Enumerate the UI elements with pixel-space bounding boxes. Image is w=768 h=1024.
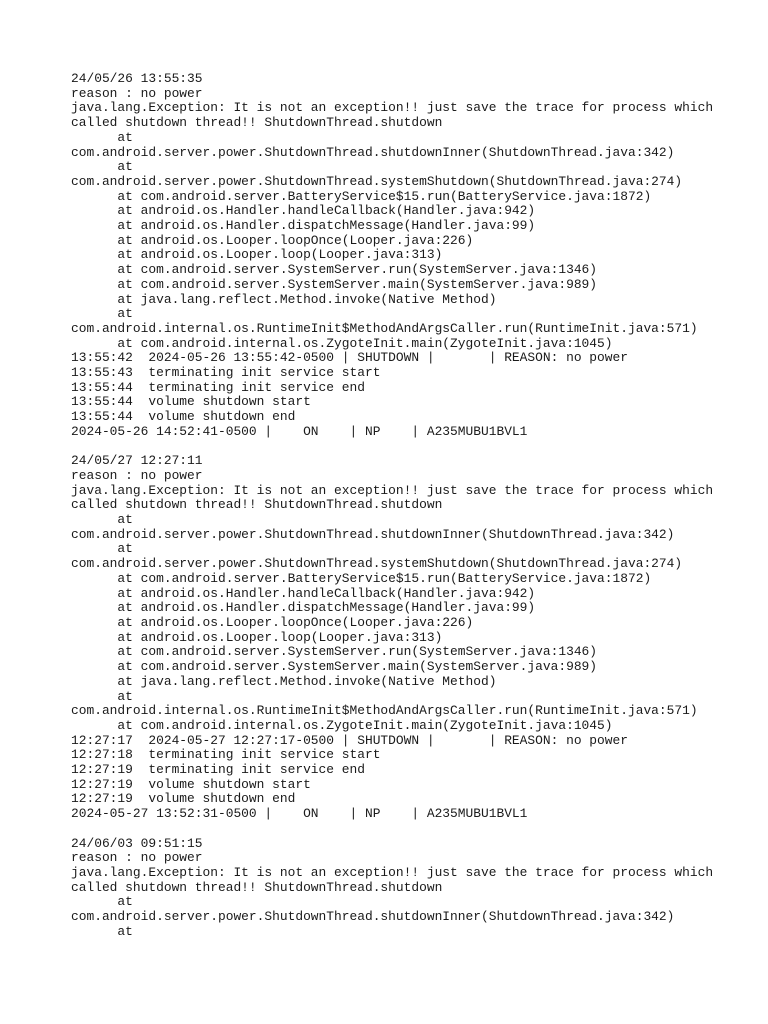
log-line: at [71,541,133,557]
log-line: 13:55:44 volume shutdown start [71,394,311,410]
log-line: at [71,688,133,704]
log-line: 13:55:44 terminating init service end [71,379,365,395]
log-line: com.android.server.power.ShutdownThread.shutdownInner(ShutdownThread.java:342) [71,144,675,160]
log-line: 13:55:43 terminating init service start [71,365,381,381]
log-line: at [71,923,133,939]
log-line: 24/05/27 12:27:11 [71,453,203,469]
log-line: at [71,512,133,528]
log-line: 13:55:42 2024-05-26 13:55:42-0500 | SHUTDOWN | | REASON: no power [71,350,628,366]
log-line: at android.os.Looper.loopOnce(Looper.java:226) [71,232,474,248]
log-line: 24/06/03 09:51:15 [71,835,203,851]
log-line: at android.os.Handler.handleCallback(Handler.java:942) [71,585,536,601]
log-line: at com.android.server.BatteryService$15.run(BatteryService.java:1872) [71,570,652,586]
log-line: at android.os.Handler.dispatchMessage(Handler.java:99) [71,218,536,234]
log-line: at android.os.Handler.dispatchMessage(Handler.java:99) [71,600,536,616]
log-line: at java.lang.reflect.Method.invoke(Native Method) [71,673,497,689]
log-document [71,72,731,939]
log-line: 12:27:19 volume shutdown end [71,791,296,807]
log-line: at com.android.server.SystemServer.main(SystemServer.java:989) [71,659,598,675]
log-line: 12:27:19 volume shutdown start [71,776,311,792]
log-line: at [71,159,133,175]
log-line: reason : no power [71,850,203,866]
log-line: at [71,129,133,145]
log-line: at com.android.internal.os.ZygoteInit.main(ZygoteInit.java:1045) [71,717,613,733]
log-line: at android.os.Looper.loop(Looper.java:313) [71,629,443,645]
log-line: java.lang.Exception: It is not an exception!! just save the trace for process which [71,100,714,116]
log-line: com.android.internal.os.RuntimeInit$MethodAndArgsCaller.run(RuntimeInit.java:571) [71,703,698,719]
log-line: at com.android.internal.os.ZygoteInit.main(ZygoteInit.java:1045) [71,335,613,351]
log-line: com.android.server.power.ShutdownThread.shutdownInner(ShutdownThread.java:342) [71,909,675,925]
log-line: at [71,306,133,322]
log-line: 12:27:19 terminating init service end [71,762,365,778]
log-line: at android.os.Looper.loopOnce(Looper.java:226) [71,615,474,630]
log-line: called shutdown thread!! ShutdownThread.shutdown [71,115,443,131]
log-line: java.lang.Exception: It is not an exception!! just save the trace for process which [71,864,714,880]
log-line: java.lang.Exception: It is not an exception!! just save the trace for process which [71,482,714,498]
log-line: 24/05/26 13:55:35 [71,71,203,86]
log-line: com.android.internal.os.RuntimeInit$MethodAndArgsCaller.run(RuntimeInit.java:571) [71,320,698,336]
log-line: com.android.server.power.ShutdownThread.systemShutdown(ShutdownThread.java:274) [71,556,683,572]
log-line: at com.android.server.SystemServer.main(SystemServer.java:989) [71,276,598,292]
log-line: at java.lang.reflect.Method.invoke(Native Method) [71,291,497,307]
log-line: at android.os.Handler.handleCallback(Handler.java:942) [71,203,536,219]
log-line: 2024-05-27 13:52:31-0500 | ON | NP | A235MUBU1BVL1 [71,806,528,822]
log-line: reason : no power [71,85,203,101]
log-line: at [71,894,133,910]
log-line: 12:27:17 2024-05-27 12:27:17-0500 | SHUTDOWN | | REASON: no power [71,732,628,748]
log-line: reason : no power [71,467,203,483]
blank-line [71,440,731,455]
log-line: at com.android.server.SystemServer.run(SystemServer.java:1346) [71,262,598,278]
log-line: com.android.server.power.ShutdownThread.shutdownInner(ShutdownThread.java:342) [71,526,675,542]
log-line: called shutdown thread!! ShutdownThread.shutdown [71,497,443,513]
log-line: 13:55:44 volume shutdown end [71,409,296,425]
log-line: 2024-05-26 14:52:41-0500 | ON | NP | A235MUBU1BVL1 [71,423,528,439]
log-line: at com.android.server.BatteryService$15.run(BatteryService.java:1872) [71,188,652,204]
log-line: 12:27:18 terminating init service start [71,747,381,763]
log-line: called shutdown thread!! ShutdownThread.shutdown [71,879,443,895]
log-line: com.android.server.power.ShutdownThread.systemShutdown(ShutdownThread.java:274) [71,173,683,189]
log-line: at android.os.Looper.loop(Looper.java:313) [71,247,443,263]
log-line: at com.android.server.SystemServer.run(SystemServer.java:1346) [71,644,598,660]
blank-line [71,822,731,837]
